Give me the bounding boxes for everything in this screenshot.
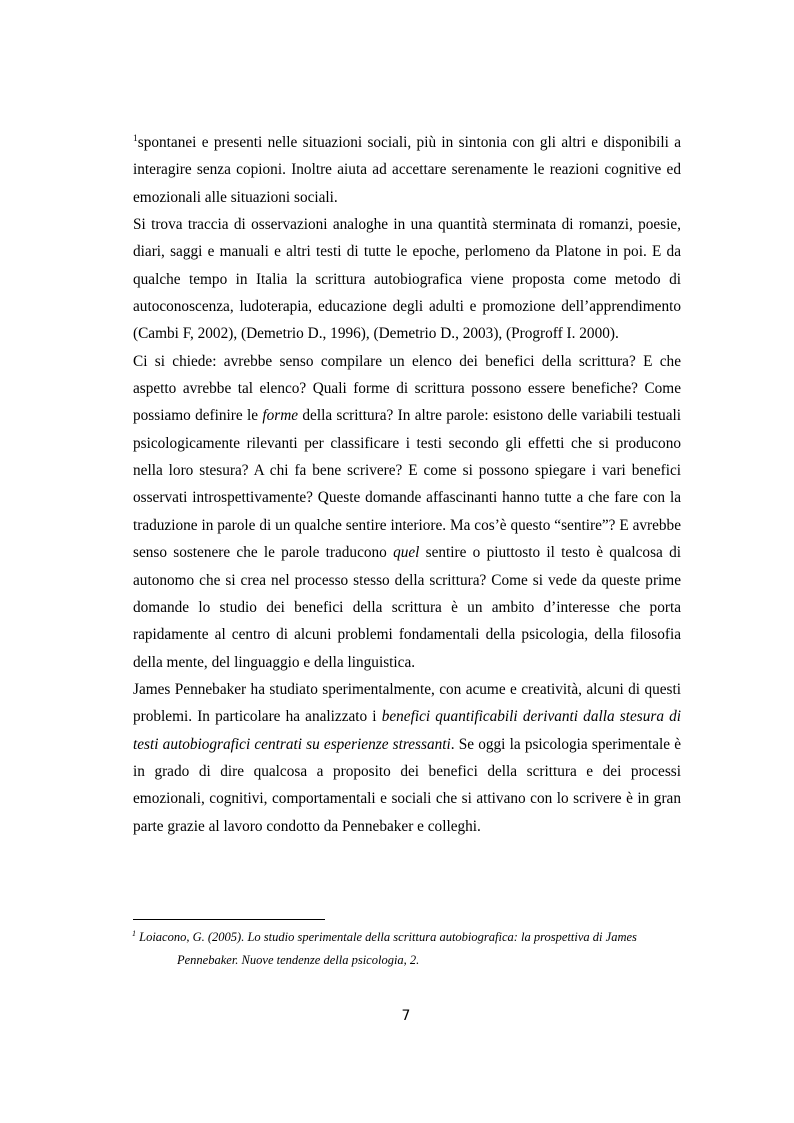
main-body-text — [133, 129, 681, 840]
emphasis-quel: quel — [393, 544, 420, 562]
paragraph-text-segment: . Se oggi la psicologia sperimentale è in grado di dire qualcosa a proposito dei benefici della scrittura e dei processi emozionali, cognitivi, comportamentali e sociali che si attivano con lo scrivere è in gran parte grazie al lavoro condotto da Pennebaker e colleghi. — [133, 735, 681, 835]
paragraph-questions — [133, 348, 681, 676]
paragraph-text: spontanei e presenti nelle situazioni sociali, più in sintonia con gli altri e disponibili a interagire senza copioni. Inoltre aiuta ad accettare serenamente le reazioni cognitive ed emozionali alle situazioni sociali. — [133, 134, 681, 206]
page-number: 7 — [401, 1008, 411, 1024]
paragraph-text: Si trova traccia di osservazioni analoghe in una quantità sterminata di romanzi, poesie, diari, saggi e manuali e altri testi di tutte le epoche, perlomeno da Platone in poi. E da qualche tempo in Italia la scrittura autobiografica viene proposta come metodo di autoconoscenza, ludoterapia, educazione degli adulti e promozione dell’apprendimento (Cambi F, 2002), (Demetrio D., 1996), (Demetrio D., 2003), (Progroff I. 2000). — [133, 216, 681, 343]
footnote-marker: 1 — [132, 929, 136, 938]
paragraph-text-segment: James Pennebaker ha studiato sperimentalmente, con acume e creatività, alcuni di questi problemi. In particolare ha analizzato i — [133, 680, 681, 726]
paragraph-text-segment: della scrittura? In altre parole: esistono delle variabili testuali psicologicamente rilevanti per classificare i testi secondo gli effetti che si producono nella loro stesura? A chi fa bene scrivere? E come si possono spiegare i vari benefici osservati introspettivamente? Queste domande affascinanti hanno tutte a che fare con la traduzione in parole di un qualche sentire interiore. Ma cos’è questo “sentire”? E avrebbe senso sostenere che le parole traducono — [133, 407, 681, 562]
paragraph-text-segment: sentire o piuttosto il testo è qualcosa di autonomo che si crea nel processo stesso della scrittura? Come si vede da queste prime domande lo studio dei benefici della scrittura è un ambito d’interesse che porta rapidamente al centro di alcuni problemi fondamentali della psicologia, della filosofia della mente, del linguaggio e della linguistica. — [133, 544, 681, 671]
footnote-reference-marker: 1 — [133, 134, 138, 144]
paragraph-literary-observations — [133, 211, 681, 348]
emphasis-benefici: benefici quantificabili derivanti dalla stesura di testi autobiografici centrati su esperienze stressanti — [133, 708, 681, 753]
paragraph-continuation — [133, 129, 681, 211]
emphasis-forme: forme — [262, 407, 299, 425]
footnote-separator — [133, 919, 325, 920]
paragraph-text-segment: Ci si chiede: avrebbe senso compilare un elenco dei benefici della scrittura? E che aspetto avrebbe tal elenco? Quali forme di scrittura possono essere benefiche? Come possiamo definire le — [133, 352, 681, 425]
footnote — [133, 926, 681, 972]
footnote-text-line1: Loiacono, G. (2005). Lo studio sperimentale della scrittura autobiografica: la prospettiva di James — [136, 930, 637, 944]
footnote-text-line2: Pennebaker. Nuove tendenze della psicologia, 2. — [177, 953, 420, 967]
paragraph-pennebaker — [133, 676, 681, 840]
